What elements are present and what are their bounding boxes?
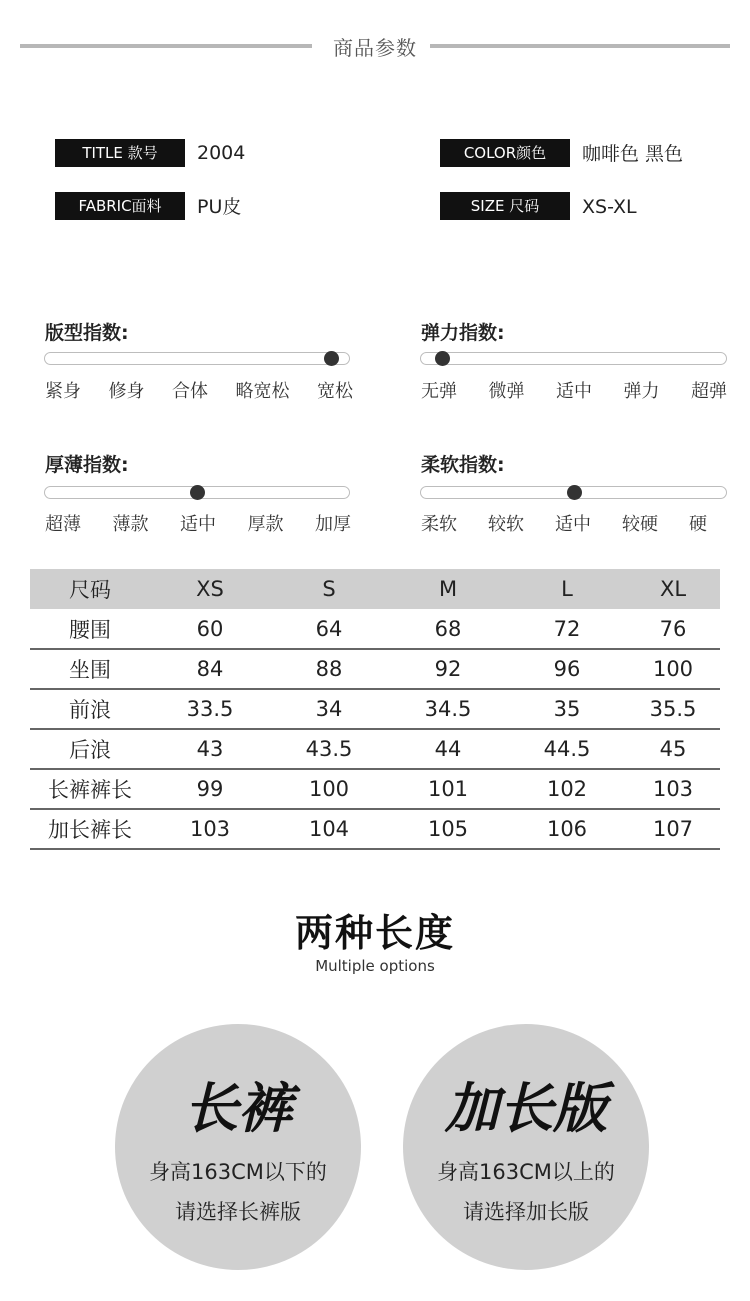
table-cell: 45 — [626, 729, 720, 769]
table-cell: 92 — [388, 649, 508, 689]
elasticity-index-title: 弹力指数: — [421, 322, 505, 344]
table-cell: 102 — [508, 769, 626, 809]
color-value: 咖啡色 黑色 — [582, 143, 684, 165]
size-label: SIZE 尺码 — [440, 192, 570, 220]
color-label: COLOR颜色 — [440, 139, 570, 167]
softness-tick: 较硬 — [622, 514, 658, 535]
table-cell: 96 — [508, 649, 626, 689]
table-row — [30, 689, 720, 729]
softness-index-marker — [567, 485, 582, 500]
table-cell: 101 — [388, 769, 508, 809]
table-cell: 腰围 — [30, 609, 150, 649]
table-cell: 103 — [626, 769, 720, 809]
option-desc-line2: 请选择加长版 — [463, 1200, 589, 1224]
elasticity-index-ticks — [421, 377, 727, 403]
size-value: XS-XL — [582, 196, 637, 218]
table-cell: 84 — [150, 649, 270, 689]
table-cell: 64 — [270, 609, 388, 649]
softness-index-track — [420, 486, 727, 499]
softness-index-title: 柔软指数: — [421, 454, 505, 476]
softness-tick: 柔软 — [421, 514, 457, 535]
table-cell: 35.5 — [626, 689, 720, 729]
table-cell: 长裤裤长 — [30, 769, 150, 809]
table-cell: 106 — [508, 809, 626, 849]
elasticity-tick: 无弹 — [421, 381, 457, 402]
table-row — [30, 809, 720, 849]
table-cell: 44.5 — [508, 729, 626, 769]
table-row — [30, 609, 720, 649]
header-cell: 尺码 — [30, 569, 150, 609]
table-cell: 104 — [270, 809, 388, 849]
extended-length-option — [403, 1024, 649, 1270]
softness-tick: 硬 — [689, 514, 707, 535]
softness-index-ticks — [421, 510, 707, 536]
table-cell: 坐围 — [30, 649, 150, 689]
elasticity-tick: 适中 — [556, 381, 592, 402]
table-cell: 68 — [388, 609, 508, 649]
page-title: 商品参数 — [333, 36, 417, 60]
table-cell: 34 — [270, 689, 388, 729]
table-cell: 105 — [388, 809, 508, 849]
table-cell: 60 — [150, 609, 270, 649]
table-cell: 88 — [270, 649, 388, 689]
header-cell: S — [270, 569, 388, 609]
fit-tick: 宽松 — [317, 381, 353, 402]
table-cell: 44 — [388, 729, 508, 769]
fit-tick: 修身 — [108, 381, 145, 402]
header-cell: XL — [626, 569, 720, 609]
table-cell: 76 — [626, 609, 720, 649]
table-row — [30, 729, 720, 769]
fit-index-marker — [324, 351, 339, 366]
thickness-index-title: 厚薄指数: — [45, 454, 129, 476]
regular-length-option — [115, 1024, 361, 1270]
fit-tick: 合体 — [172, 381, 208, 402]
table-cell: 33.5 — [150, 689, 270, 729]
header-cell: M — [388, 569, 508, 609]
elasticity-tick: 超弹 — [691, 381, 727, 402]
table-cell: 107 — [626, 809, 720, 849]
option-desc-line1: 身高163CM以下的 — [149, 1160, 327, 1184]
header-cell: L — [508, 569, 626, 609]
table-cell: 43 — [150, 729, 270, 769]
table-cell: 103 — [150, 809, 270, 849]
table-cell: 后浪 — [30, 729, 150, 769]
fit-tick: 紧身 — [45, 381, 81, 402]
elasticity-tick: 微弹 — [488, 381, 525, 402]
elasticity-tick: 弹力 — [623, 381, 660, 402]
thickness-tick: 适中 — [180, 514, 216, 535]
option-desc-line1: 身高163CM以上的 — [437, 1160, 615, 1184]
title-value: 2004 — [197, 142, 246, 164]
fabric-label: FABRIC面料 — [55, 192, 185, 220]
title-label: TITLE 款号 — [55, 139, 185, 167]
table-cell: 前浪 — [30, 689, 150, 729]
thickness-tick: 薄款 — [112, 514, 149, 535]
options-title: 两种长度 — [294, 911, 455, 955]
softness-tick: 适中 — [555, 514, 591, 535]
fit-index-title: 版型指数: — [45, 322, 129, 344]
elasticity-index-track — [420, 352, 727, 365]
option-name: 长裤 — [184, 1077, 292, 1140]
table-cell: 加长裤长 — [30, 809, 150, 849]
table-cell: 100 — [626, 649, 720, 689]
fabric-value: PU皮 — [197, 196, 242, 218]
option-name: 加长版 — [445, 1077, 607, 1140]
option-desc-line2: 请选择长裤版 — [175, 1200, 301, 1224]
table-cell: 100 — [270, 769, 388, 809]
thickness-tick: 超薄 — [45, 514, 81, 535]
table-cell: 72 — [508, 609, 626, 649]
softness-tick: 较软 — [488, 514, 524, 535]
thickness-index-track — [44, 486, 350, 499]
size-table-header — [30, 569, 720, 609]
header-cell: XS — [150, 569, 270, 609]
fit-tick: 略宽松 — [235, 381, 290, 402]
table-cell: 34.5 — [388, 689, 508, 729]
thickness-index-ticks — [45, 510, 351, 536]
thickness-tick: 厚款 — [247, 514, 284, 535]
options-subtitle: Multiple options — [315, 957, 435, 975]
fit-index-ticks — [45, 377, 353, 403]
table-row — [30, 769, 720, 809]
table-cell: 35 — [508, 689, 626, 729]
size-table — [30, 569, 720, 850]
thickness-tick: 加厚 — [315, 514, 351, 535]
thickness-index-marker — [190, 485, 205, 500]
elasticity-index-marker — [435, 351, 450, 366]
fit-index-track — [44, 352, 350, 365]
table-cell: 43.5 — [270, 729, 388, 769]
table-row — [30, 649, 720, 689]
table-cell: 99 — [150, 769, 270, 809]
